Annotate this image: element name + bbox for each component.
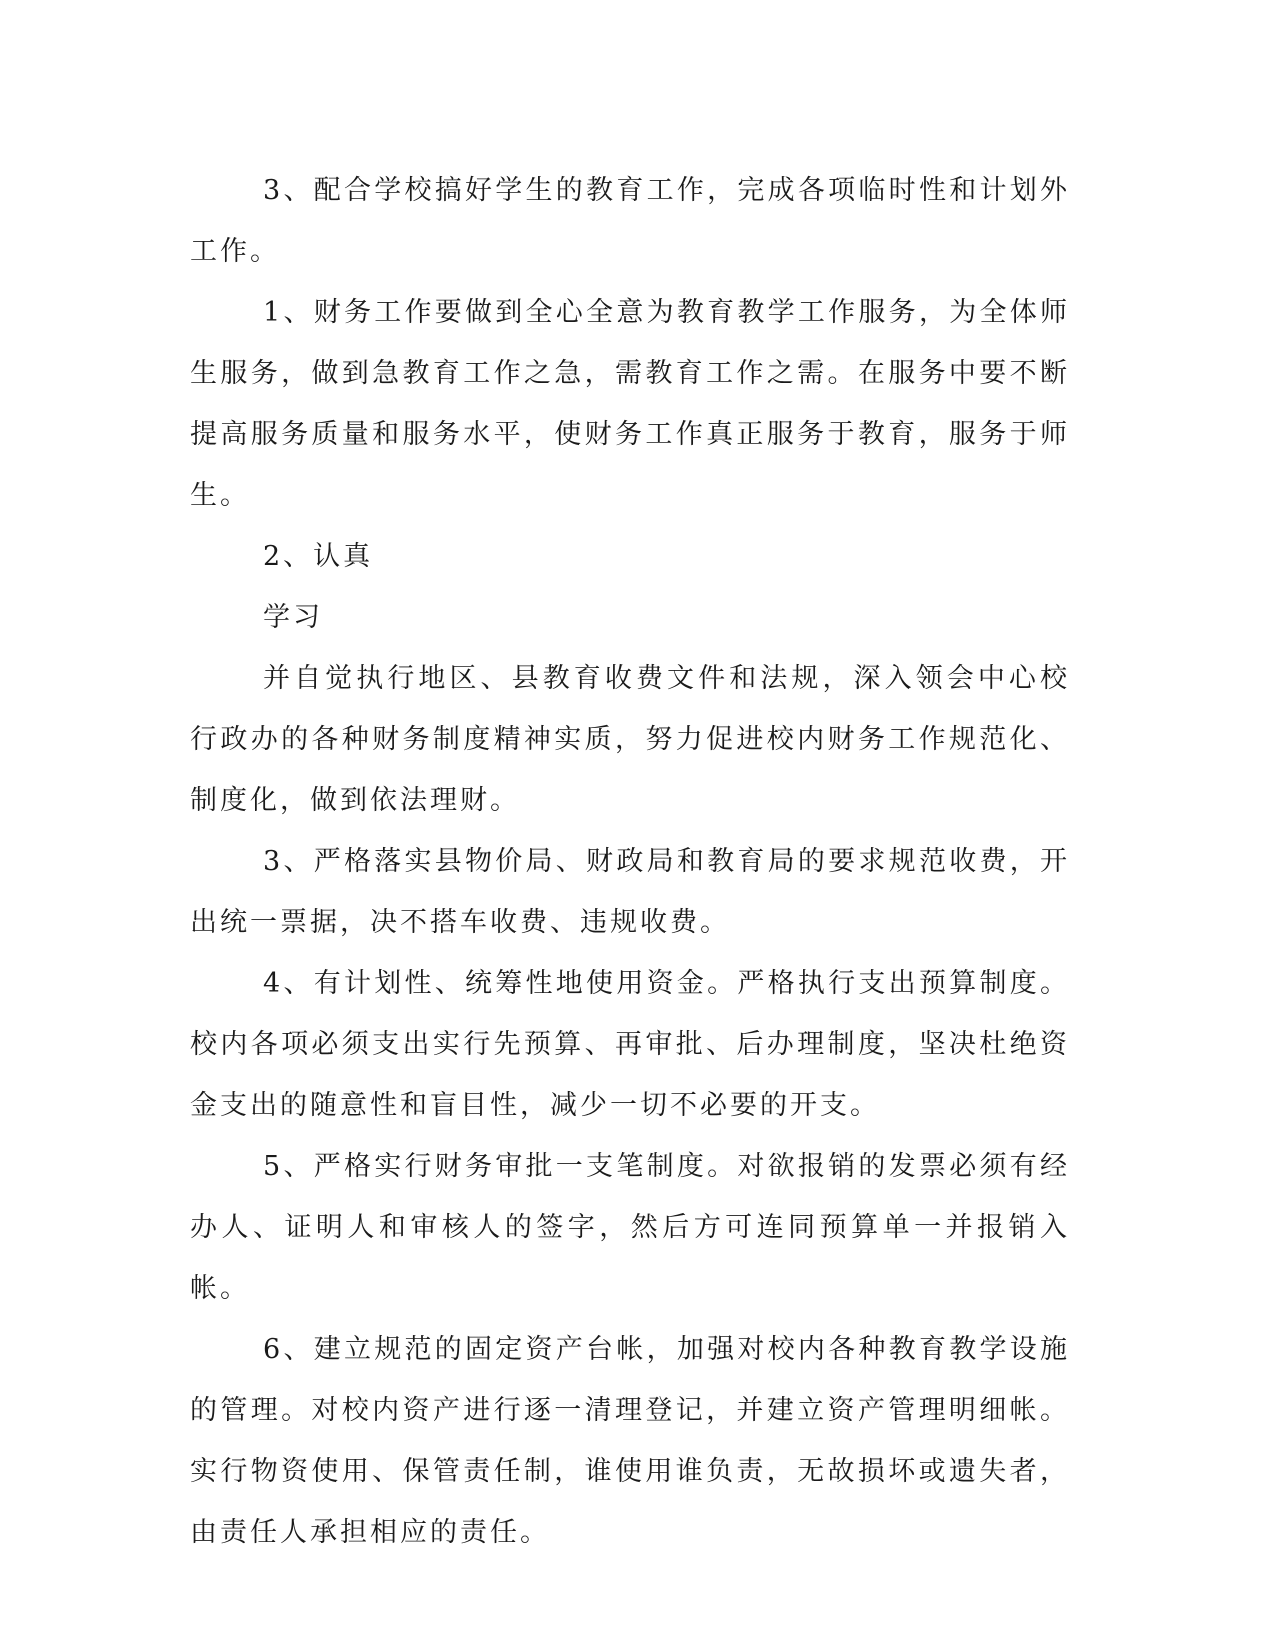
- paragraph-item-5-approval: 5、严格实行财务审批一支笔制度。对欲报销的发票必须有经办人、证明人和审核人的签字，然后方可连同预算单一并报销入帐。: [190, 1151, 1070, 1304]
- paragraph-item-2-start: 2、认真: [263, 541, 374, 572]
- document-page: [190, 160, 1070, 1563]
- paragraph-item-3-coordination: 3、配合学校搞好学生的教育工作，完成各项临时性和计划外工作。: [190, 175, 1070, 267]
- paragraph-study: 学习: [263, 602, 323, 633]
- paragraph-execute-regulations: 并自觉执行地区、县教育收费文件和法规，深入领会中心校行政办的各种财务制度精神实质，努力促进校内财务工作规范化、制度化，做到依法理财。: [190, 663, 1070, 816]
- paragraph-item-4-budget: 4、有计划性、统筹性地使用资金。严格执行支出预算制度。校内各项必须支出实行先预算、再审批、后办理制度，坚决杜绝资金支出的随意性和盲目性，减少一切不必要的开支。: [190, 968, 1070, 1121]
- paragraph-item-1-service: 1、财务工作要做到全心全意为教育教学工作服务，为全体师生服务，做到急教育工作之急，需教育工作之需。在服务中要不断提高服务质量和服务水平，使财务工作真正服务于教育，服务于师生。: [190, 297, 1070, 511]
- paragraph-item-3-fees: 3、严格落实县物价局、财政局和教育局的要求规范收费，开出统一票据，决不搭车收费、违规收费。: [190, 846, 1070, 938]
- paragraph-item-6-assets: 6、建立规范的固定资产台帐，加强对校内各种教育教学设施的管理。对校内资产进行逐一清理登记，并建立资产管理明细帐。实行物资使用、保管责任制，谁使用谁负责，无故损坏或遗失者，由责任人承担相应的责任。: [190, 1334, 1070, 1548]
